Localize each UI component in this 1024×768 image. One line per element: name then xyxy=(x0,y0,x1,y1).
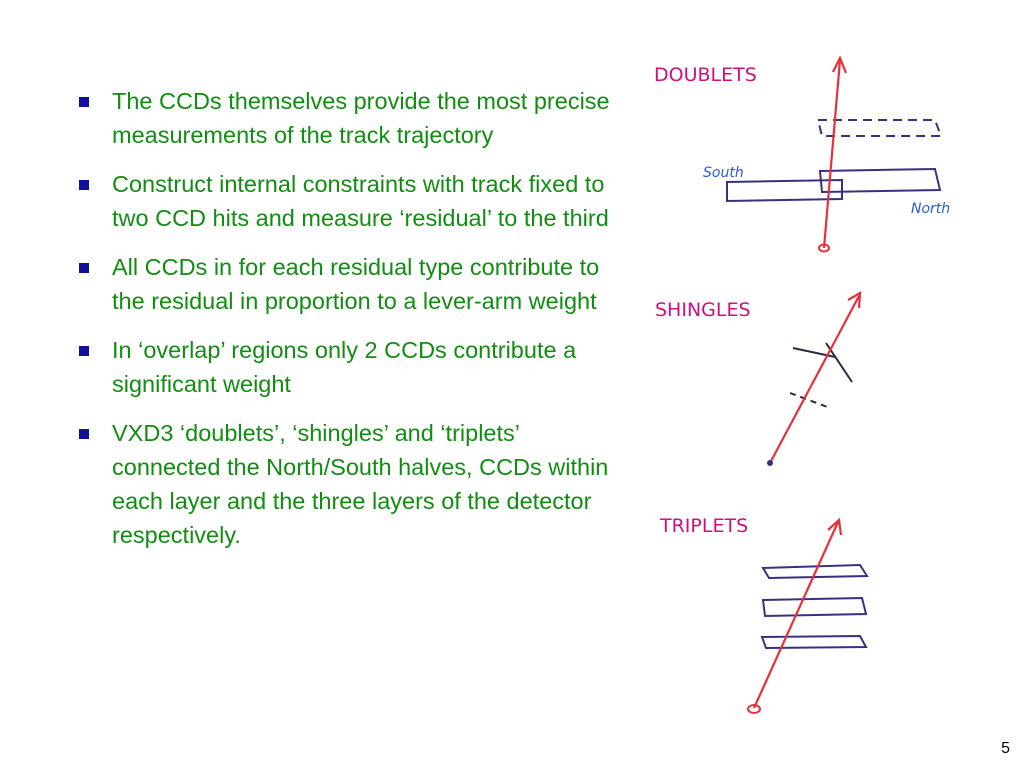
dashed-ccd-outline xyxy=(818,120,941,136)
track-line xyxy=(824,60,840,248)
doublets-title: DOUBLETS xyxy=(654,64,757,86)
vertex-icon xyxy=(767,460,773,466)
triplets-sketch xyxy=(659,515,867,713)
triplet-ccd-middle xyxy=(763,598,866,616)
bullet-text: VXD3 ‘doublets’, ‘shingles’ and ‘triplets’ connected the North/South halves, CCDs within each layer and the three layers of the detector respectively. xyxy=(112,420,609,548)
triplets-title: TRIPLETS xyxy=(660,515,749,537)
south-ccd xyxy=(727,180,842,201)
bullet-text: The CCDs themselves provide the most precise measurements of the track trajectory xyxy=(112,88,610,148)
bullet-text: In ‘overlap’ regions only 2 CCDs contribute a significant weight xyxy=(112,337,577,397)
track-line xyxy=(770,296,859,463)
bullet-text: Construct internal constraints with track fixed to two CCD hits and measure ‘residual’ to the third xyxy=(112,171,609,231)
north-label: North xyxy=(911,201,951,217)
shingles-title: SHINGLES xyxy=(655,299,751,321)
shingles-sketch xyxy=(655,293,860,466)
page-number: 5 xyxy=(1001,740,1010,757)
triplet-ccd-inner xyxy=(762,636,866,648)
bullet-text: All CCDs in for each residual type contribute to the residual in proportion to a lever-arm weight xyxy=(112,254,600,314)
south-label: South xyxy=(703,165,744,181)
dashed-shingle-ccd xyxy=(790,393,830,408)
doublets-sketch xyxy=(654,58,950,252)
